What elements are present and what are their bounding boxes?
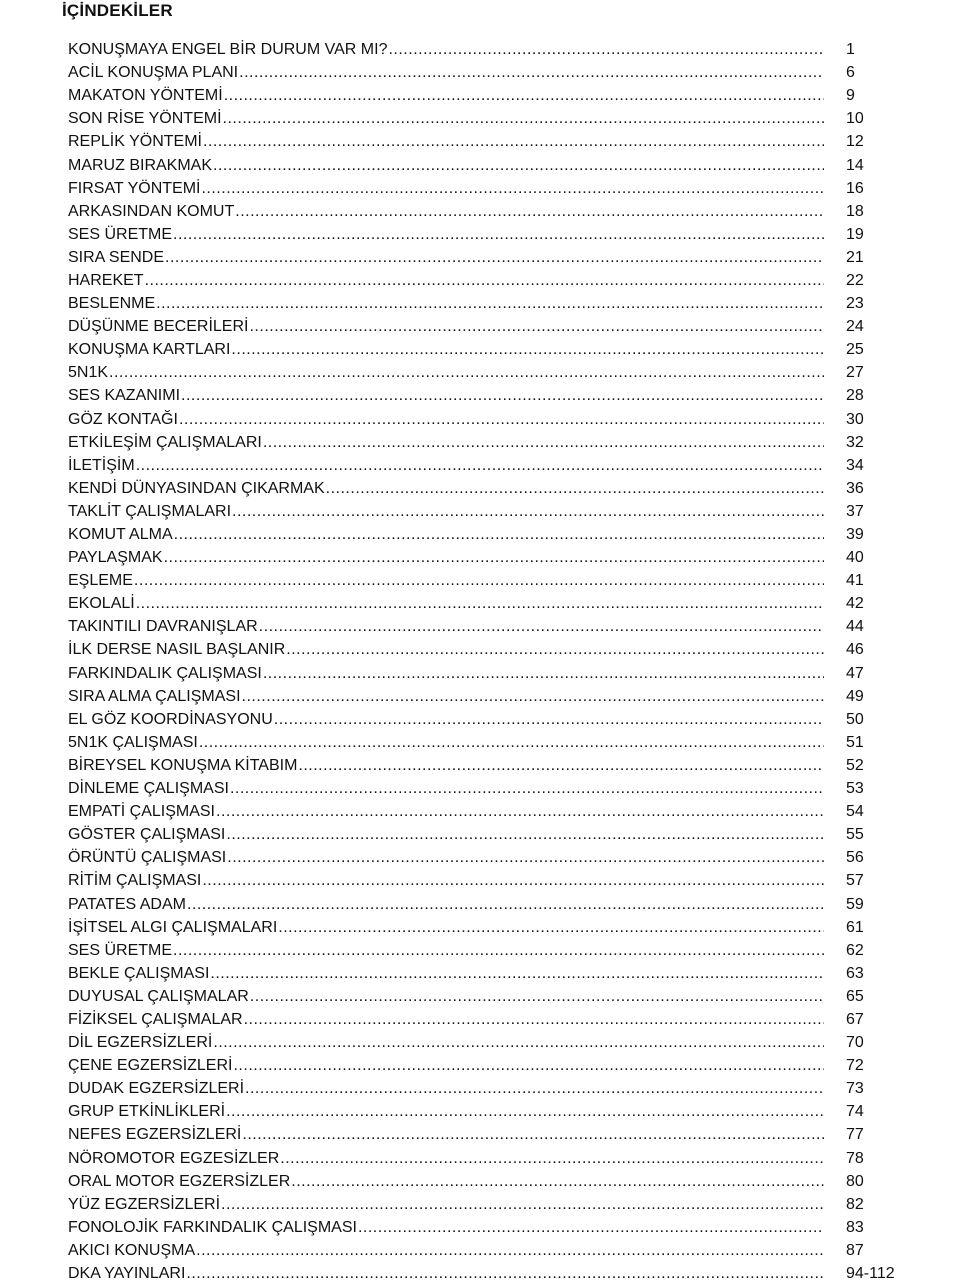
toc-page-number: 87 (846, 1241, 864, 1259)
toc-entry-label-group (68, 1054, 824, 1077)
dot-leader (263, 662, 824, 685)
toc-entry[interactable] (68, 892, 908, 915)
toc-entry[interactable] (68, 685, 908, 708)
toc-entry-title: REPLİK YÖNTEMİ (68, 133, 202, 151)
dot-leader (173, 223, 824, 246)
toc-entry[interactable] (68, 246, 908, 269)
toc-entry-title: DUYUSAL ÇALIŞMALAR (68, 987, 249, 1005)
toc-entry[interactable] (68, 1031, 908, 1054)
toc-page-number: 42 (846, 595, 864, 613)
dot-leader (181, 384, 824, 407)
toc-entry-label-group (68, 638, 824, 661)
toc-page-number: 47 (846, 664, 864, 682)
toc-page-number: 49 (846, 687, 864, 705)
toc-page-number: 37 (846, 502, 864, 520)
toc-entry-label-group (68, 777, 824, 800)
toc-entry[interactable] (68, 1077, 908, 1100)
dot-leader (235, 200, 824, 223)
toc-page-number: 72 (846, 1057, 864, 1075)
toc-entry[interactable] (68, 1054, 908, 1077)
dot-leader (230, 777, 824, 800)
toc-entry[interactable] (68, 200, 908, 223)
toc-entry[interactable] (68, 985, 908, 1008)
toc-page-number: 34 (846, 456, 864, 474)
toc-page-number: 57 (846, 872, 864, 890)
dot-leader (388, 38, 824, 61)
toc-entry-title: YÜZ EGZERSİZLERİ (68, 1195, 221, 1213)
toc-entry[interactable] (68, 431, 908, 454)
dot-leader (173, 939, 824, 962)
toc-page-number: 14 (846, 156, 864, 174)
toc-entry-title: EŞLEME (68, 572, 133, 590)
toc-entry[interactable] (68, 384, 908, 407)
toc-entry-label-group (68, 315, 824, 338)
toc-entry[interactable] (68, 1100, 908, 1123)
toc-page-number: 28 (846, 387, 864, 405)
toc-entry[interactable] (68, 223, 908, 246)
dot-leader (216, 800, 824, 823)
toc-entry-title: DİL EGZERSİZLERİ (68, 1034, 213, 1052)
toc-entry[interactable] (68, 292, 908, 315)
table-of-contents (68, 38, 908, 1285)
toc-entry[interactable] (68, 361, 908, 384)
toc-page-number: 24 (846, 318, 864, 336)
toc-entry-label-group (68, 662, 824, 685)
toc-entry-title: TAKLİT ÇALIŞMALARI (68, 502, 232, 520)
toc-page-number: 9 (846, 87, 855, 105)
toc-entry-title: SON RİSE YÖNTEMİ (68, 110, 222, 128)
toc-page-number: 19 (846, 225, 864, 243)
toc-entry-label-group (68, 939, 824, 962)
toc-entry[interactable] (68, 315, 908, 338)
toc-entry[interactable] (68, 1216, 908, 1239)
toc-entry-label-group (68, 685, 824, 708)
dot-leader (179, 408, 824, 431)
toc-entry[interactable] (68, 408, 908, 431)
toc-entry-label-group (68, 361, 824, 384)
toc-page-number: 73 (846, 1080, 864, 1098)
toc-entry-label-group (68, 177, 824, 200)
toc-page-number: 74 (846, 1103, 864, 1121)
toc-entry-title: TAKINTILI DAVRANIŞLAR (68, 618, 258, 636)
toc-page-number: 44 (846, 618, 864, 636)
toc-entry[interactable] (68, 153, 908, 176)
dot-leader (199, 731, 824, 754)
toc-entry-title: İŞİTSEL ALGI ÇALIŞMALARI (68, 918, 278, 936)
toc-entry[interactable] (68, 1193, 908, 1216)
dot-leader (187, 893, 824, 916)
toc-entry-label-group (68, 546, 824, 569)
toc-entry-label-group (68, 292, 824, 315)
toc-page-number: 52 (846, 756, 864, 774)
toc-page-number: 12 (846, 133, 864, 151)
toc-entry-title: BESLENME (68, 295, 156, 313)
dot-leader (223, 107, 824, 130)
toc-entry[interactable] (68, 1239, 908, 1262)
toc-entry-label-group (68, 408, 824, 431)
toc-entry-title: NÖROMOTOR EGZESİZLER (68, 1149, 280, 1167)
toc-page-number: 83 (846, 1218, 864, 1236)
dot-leader (259, 615, 824, 638)
toc-entry-label-group (68, 200, 824, 223)
toc-entry[interactable] (68, 1147, 908, 1170)
toc-entry[interactable] (68, 638, 908, 661)
dot-leader (165, 246, 824, 269)
toc-entry-title: KENDİ DÜNYASINDAN ÇIKARMAK (68, 479, 325, 497)
toc-entry-label-group (68, 569, 824, 592)
toc-entry-title: PATATES ADAM (68, 895, 186, 913)
toc-entry-label-group (68, 130, 824, 153)
toc-page-number: 10 (846, 110, 864, 128)
toc-entry-title: ETKİLEŞİM ÇALIŞMALARI (68, 433, 262, 451)
dot-leader (156, 292, 824, 315)
dot-leader (227, 846, 824, 869)
toc-page-number: 65 (846, 987, 864, 1005)
toc-entry-label-group (68, 84, 824, 107)
toc-entry-label-group (68, 985, 824, 1008)
toc-page-number: 55 (846, 826, 864, 844)
dot-leader (274, 708, 824, 731)
toc-entry[interactable] (68, 754, 908, 777)
toc-entry[interactable] (68, 708, 908, 731)
toc-entry-title: DKA YAYINLARI (68, 1265, 186, 1283)
toc-page-number: 16 (846, 179, 864, 197)
toc-entry-label-group (68, 893, 824, 916)
toc-entry[interactable] (68, 777, 908, 800)
dot-leader (201, 177, 824, 200)
toc-entry-title: GÖZ KONTAĞI (68, 410, 178, 428)
toc-entry-title: SIRA SENDE (68, 248, 165, 266)
toc-page-number: 51 (846, 733, 864, 751)
toc-entry-title: DİNLEME ÇALIŞMASI (68, 780, 229, 798)
toc-entry[interactable] (68, 523, 908, 546)
toc-entry-label-group (68, 1216, 824, 1239)
toc-entry-title: GRUP ETKİNLİKLERİ (68, 1103, 226, 1121)
toc-page-number: 80 (846, 1172, 864, 1190)
toc-entry[interactable] (68, 962, 908, 985)
dot-leader (134, 569, 824, 592)
dot-leader (239, 61, 824, 84)
toc-entry-label-group (68, 1031, 824, 1054)
toc-entry-label-group (68, 38, 824, 61)
toc-entry-label-group (68, 477, 824, 500)
dot-leader (231, 338, 824, 361)
toc-entry[interactable] (68, 1262, 908, 1285)
toc-entry-label-group (68, 500, 824, 523)
toc-entry[interactable] (68, 454, 908, 477)
toc-entry[interactable] (68, 477, 908, 500)
toc-page-number: 78 (846, 1149, 864, 1167)
toc-entry[interactable] (68, 1008, 908, 1031)
toc-page-number: 25 (846, 341, 864, 359)
toc-entry-label-group (68, 1100, 824, 1123)
toc-entry-title: GÖSTER ÇALIŞMASI (68, 826, 226, 844)
toc-page-number: 27 (846, 364, 864, 382)
dot-leader (226, 1100, 824, 1123)
toc-entry[interactable] (68, 569, 908, 592)
toc-entry-label-group (68, 338, 824, 361)
toc-entry-title: ÇENE EGZERSİZLERİ (68, 1057, 233, 1075)
toc-entry-title: EMPATİ ÇALIŞMASI (68, 803, 215, 821)
toc-entry[interactable] (68, 84, 908, 107)
toc-entry[interactable] (68, 916, 908, 939)
toc-entry-title: SES KAZANIMI (68, 387, 181, 405)
dot-leader (145, 269, 824, 292)
toc-entry[interactable] (68, 177, 908, 200)
toc-entry-title: İLETİŞİM (68, 456, 135, 474)
toc-entry-title: BİREYSEL KONUŞMA KİTABIM (68, 756, 298, 774)
toc-entry-label-group (68, 1147, 824, 1170)
toc-page-number: 50 (846, 710, 864, 728)
dot-leader (278, 916, 824, 939)
dot-leader (221, 1193, 824, 1216)
dot-leader (202, 869, 824, 892)
dot-leader (226, 823, 824, 846)
toc-entry-title: NEFES EGZERSİZLERİ (68, 1126, 242, 1144)
toc-entry-label-group (68, 731, 824, 754)
toc-entry-label-group (68, 615, 824, 638)
toc-entry-title: MARUZ BIRAKMAK (68, 156, 213, 174)
dot-leader (263, 431, 824, 454)
dot-leader (242, 1123, 824, 1146)
dot-leader (164, 546, 824, 569)
toc-entry[interactable] (68, 662, 908, 685)
toc-entry[interactable] (68, 1170, 908, 1193)
toc-entry-title: KONUŞMAYA ENGEL BİR DURUM VAR MI? (68, 41, 388, 59)
toc-entry-title: FIRSAT YÖNTEMİ (68, 179, 201, 197)
toc-page-number: 21 (846, 248, 864, 266)
toc-page-number: 67 (846, 1010, 864, 1028)
toc-page-number: 23 (846, 295, 864, 313)
dot-leader (203, 130, 824, 153)
toc-page-number: 6 (846, 64, 855, 82)
toc-entry[interactable] (68, 338, 908, 361)
toc-entry-label-group (68, 107, 824, 130)
toc-entry-title: DUDAK EGZERSİZLERİ (68, 1080, 245, 1098)
toc-page-number: 30 (846, 410, 864, 428)
dot-leader (326, 477, 824, 500)
toc-page-number: 53 (846, 780, 864, 798)
toc-entry-title: EL GÖZ KOORDİNASYONU (68, 710, 273, 728)
toc-entry-label-group (68, 962, 824, 985)
toc-page-number: 82 (846, 1195, 864, 1213)
toc-entry-title: ARKASINDAN KOMUT (68, 202, 235, 220)
dot-leader (298, 754, 824, 777)
toc-entry-label-group (68, 523, 824, 546)
dot-leader (174, 523, 824, 546)
page-title: İÇİNDEKİLER (62, 1, 173, 20)
toc-entry-title: BEKLE ÇALIŞMASI (68, 964, 210, 982)
dot-leader (358, 1216, 824, 1239)
toc-entry-label-group (68, 708, 824, 731)
toc-entry-label-group (68, 61, 824, 84)
toc-page-number: 32 (846, 433, 864, 451)
dot-leader (213, 154, 824, 177)
toc-page-number: 77 (846, 1126, 864, 1144)
toc-page-number: 39 (846, 526, 864, 544)
toc-page-number: 36 (846, 479, 864, 497)
toc-entry-label-group (68, 592, 824, 615)
toc-page-number: 70 (846, 1034, 864, 1052)
dot-leader (232, 500, 824, 523)
toc-page-number: 46 (846, 641, 864, 659)
toc-entry-title: ACİL KONUŞMA PLANI (68, 64, 239, 82)
toc-entry[interactable] (68, 61, 908, 84)
dot-leader (136, 592, 824, 615)
dot-leader (291, 1170, 824, 1193)
dot-leader (242, 685, 824, 708)
dot-leader (109, 361, 824, 384)
toc-entry-title: PAYLAŞMAK (68, 549, 163, 567)
toc-entry-label-group (68, 869, 824, 892)
toc-entry-label-group (68, 754, 824, 777)
dot-leader (250, 985, 824, 1008)
toc-entry-title: 5N1K (68, 364, 109, 382)
toc-entry-title: AKICI KONUŞMA (68, 1241, 196, 1259)
toc-entry-title: SES ÜRETME (68, 225, 173, 243)
toc-entry-label-group (68, 846, 824, 869)
toc-page-number: 56 (846, 849, 864, 867)
dot-leader (224, 84, 824, 107)
toc-entry-label-group (68, 1193, 824, 1216)
toc-entry-label-group (68, 246, 824, 269)
toc-page-number: 59 (846, 895, 864, 913)
toc-entry[interactable] (68, 869, 908, 892)
toc-entry-label-group (68, 154, 824, 177)
toc-entry-label-group (68, 800, 824, 823)
toc-page-number: 54 (846, 803, 864, 821)
toc-entry-label-group (68, 1239, 824, 1262)
dot-leader (196, 1239, 824, 1262)
toc-entry[interactable] (68, 269, 908, 292)
toc-entry-label-group (68, 916, 824, 939)
dot-leader (213, 1031, 824, 1054)
toc-entry-title: KONUŞMA KARTLARI (68, 341, 231, 359)
toc-entry-title: DÜŞÜNME BECERİLERİ (68, 318, 249, 336)
toc-entry-title: RİTİM ÇALIŞMASI (68, 872, 202, 890)
toc-entry[interactable] (68, 592, 908, 615)
toc-entry-title: SIRA ALMA ÇALIŞMASI (68, 687, 241, 705)
toc-page-number: 40 (846, 549, 864, 567)
toc-entry-title: ORAL MOTOR EGZERSİZLER (68, 1172, 291, 1190)
toc-entry[interactable] (68, 846, 908, 869)
toc-entry-title: FONOLOJİK FARKINDALIK ÇALIŞMASI (68, 1218, 357, 1236)
toc-entry-title: KOMUT ALMA (68, 526, 173, 544)
dot-leader (286, 638, 824, 661)
toc-page-number: 61 (846, 918, 864, 936)
toc-entry-title: 5N1K ÇALIŞMASI (68, 733, 198, 751)
toc-entry-title: EKOLALİ (68, 595, 135, 613)
toc-entry-label-group (68, 269, 824, 292)
toc-page-number: 1 (846, 41, 855, 59)
toc-entry-label-group (68, 1170, 824, 1193)
toc-entry-title: FİZİKSEL ÇALIŞMALAR (68, 1010, 243, 1028)
toc-entry-label-group (68, 384, 824, 407)
toc-entry[interactable] (68, 1123, 908, 1146)
toc-entry-label-group (68, 1123, 824, 1146)
toc-entry[interactable] (68, 500, 908, 523)
toc-entry[interactable] (68, 38, 908, 61)
toc-entry[interactable] (68, 939, 908, 962)
toc-entry-title: MAKATON YÖNTEMİ (68, 87, 223, 105)
toc-entry[interactable] (68, 615, 908, 638)
toc-entry-label-group (68, 823, 824, 846)
toc-page-number: 62 (846, 941, 864, 959)
toc-entry-title: HAREKET (68, 271, 144, 289)
toc-entry-title: FARKINDALIK ÇALIŞMASI (68, 664, 262, 682)
toc-page-number: 22 (846, 271, 864, 289)
toc-entry-title: ÖRÜNTÜ ÇALIŞMASI (68, 849, 227, 867)
toc-entry-label-group (68, 1077, 824, 1100)
dot-leader (244, 1008, 824, 1031)
dot-leader (249, 315, 824, 338)
toc-page-number: 41 (846, 572, 864, 590)
toc-page-number: 63 (846, 964, 864, 982)
toc-entry-title: SES ÜRETME (68, 941, 173, 959)
toc-entry-label-group (68, 454, 824, 477)
toc-entry[interactable] (68, 130, 908, 153)
toc-entry[interactable] (68, 823, 908, 846)
toc-entry-label-group (68, 1008, 824, 1031)
toc-entry-title: İLK DERSE NASIL BAŞLANIR (68, 641, 286, 659)
dot-leader (245, 1077, 824, 1100)
dot-leader (210, 962, 824, 985)
toc-page-number: 94-112 (846, 1265, 895, 1283)
toc-page-number: 18 (846, 202, 864, 220)
toc-entry[interactable] (68, 731, 908, 754)
toc-entry[interactable] (68, 107, 908, 130)
dot-leader (233, 1054, 824, 1077)
dot-leader (136, 454, 824, 477)
toc-entry[interactable] (68, 546, 908, 569)
dot-leader (280, 1147, 824, 1170)
dot-leader (186, 1262, 824, 1285)
toc-entry-label-group (68, 1262, 824, 1285)
toc-entry-label-group (68, 223, 824, 246)
toc-entry[interactable] (68, 800, 908, 823)
toc-entry-label-group (68, 431, 824, 454)
